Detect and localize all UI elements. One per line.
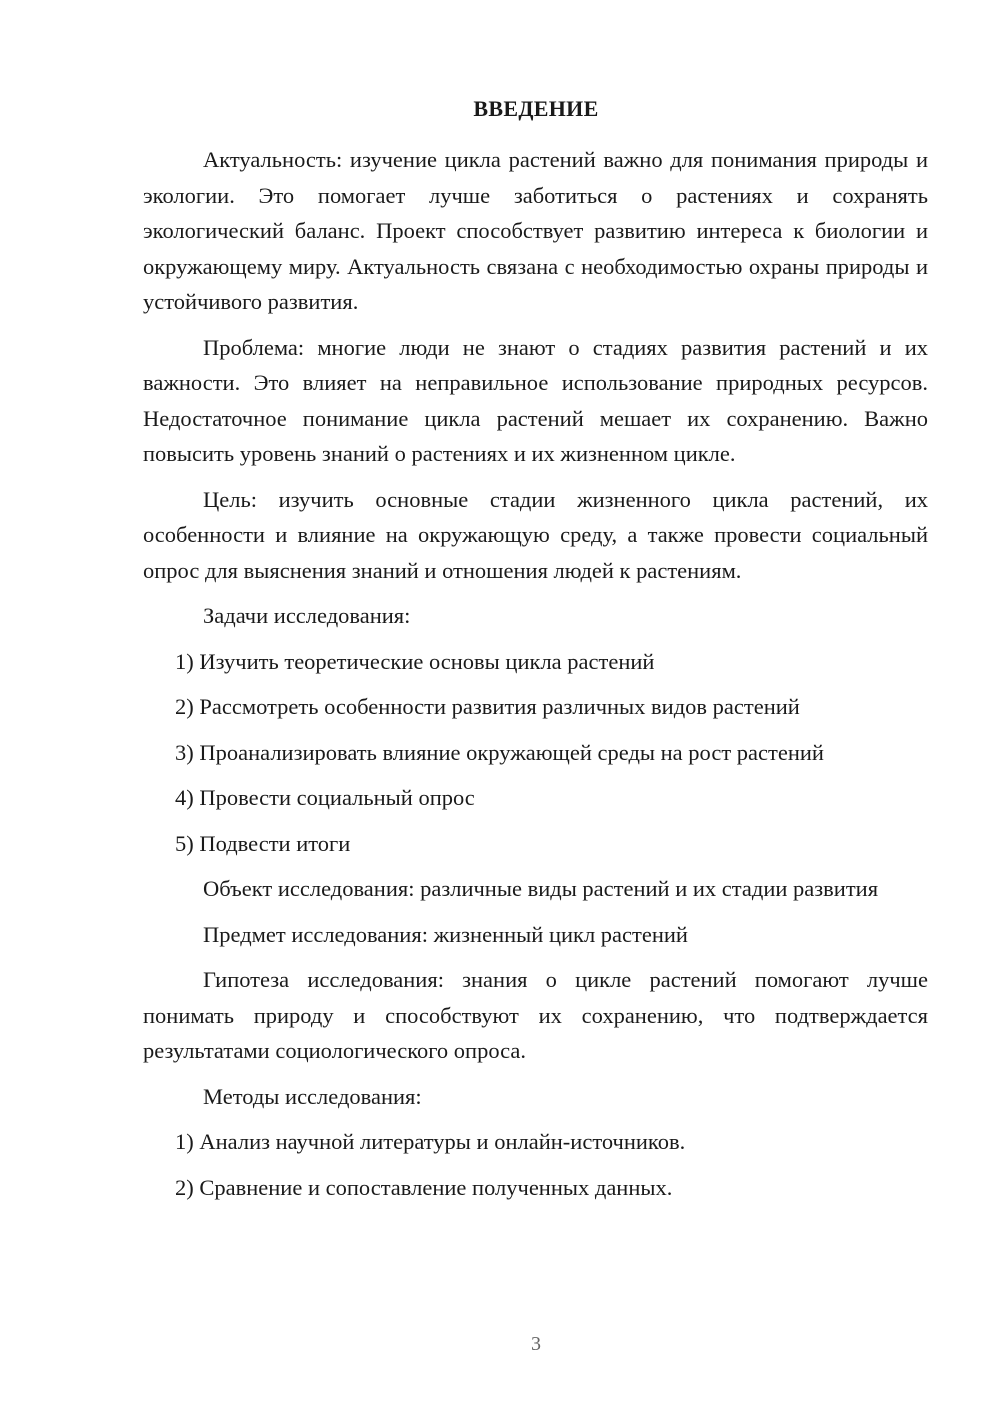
paragraph-object: Объект исследования: различные виды растений и их стадии развития [203,876,879,901]
tasks-heading: Задачи исследования: [203,603,411,628]
list-item: 2) Рассмотреть особенности развития различных видов растений [175,694,800,719]
list-item: 4) Провести социальный опрос [175,785,475,810]
paragraph-problem: Проблема: многие люди не знают о стадиях развития растений и их важности. Это влияет на неправильное использование природных ресурсов. Недостаточное понимание цикла растений мешает их сохранению. Важно повысить уровень знаний о растениях и их жизненном цикле. [143,334,928,466]
list-item: 1) Изучить теоретические основы цикла растений [175,648,655,674]
methods-heading: Методы исследования: [203,1083,422,1109]
page-title: ВВЕДЕНИЕ [473,96,599,121]
document-body [143,142,928,1215]
list-item: 2) Сравнение и сопоставление полученных данных. [175,1174,673,1200]
list-item: 5) Подвести итоги [175,830,351,856]
methods-list [143,1124,928,1205]
page-number: 3 [531,1333,541,1355]
list-item: 3) Проанализировать влияние окружающей среды на рост растений [175,739,824,765]
paragraph-relevance: Актуальность: изучение цикла растений важно для понимания природы и экологии. Это помогает лучше заботиться о растениях и сохранять экологический баланс. Проект способствует развитию интереса к биологии и окружающему миру. Актуальность связана с необходимостью охраны природы и устойчивого развития. [143,147,928,314]
list-item: 1) Анализ научной литературы и онлайн-источников. [175,1129,686,1154]
paragraph-hypothesis: Гипотеза исследования: знания о цикле растений помогают лучше понимать природу и способствуют их сохранению, что подтверждается результатами социологического опроса. [143,967,928,1063]
paragraph-subject: Предмет исследования: жизненный цикл растений [203,921,688,947]
tasks-list [143,644,928,862]
paragraph-goal: Цель: изучить основные стадии жизненного цикла растений, их особенности и влияние на окружающую среду, а также провести социальный опрос для выяснения знаний и отношения людей к растениям. [143,486,928,583]
